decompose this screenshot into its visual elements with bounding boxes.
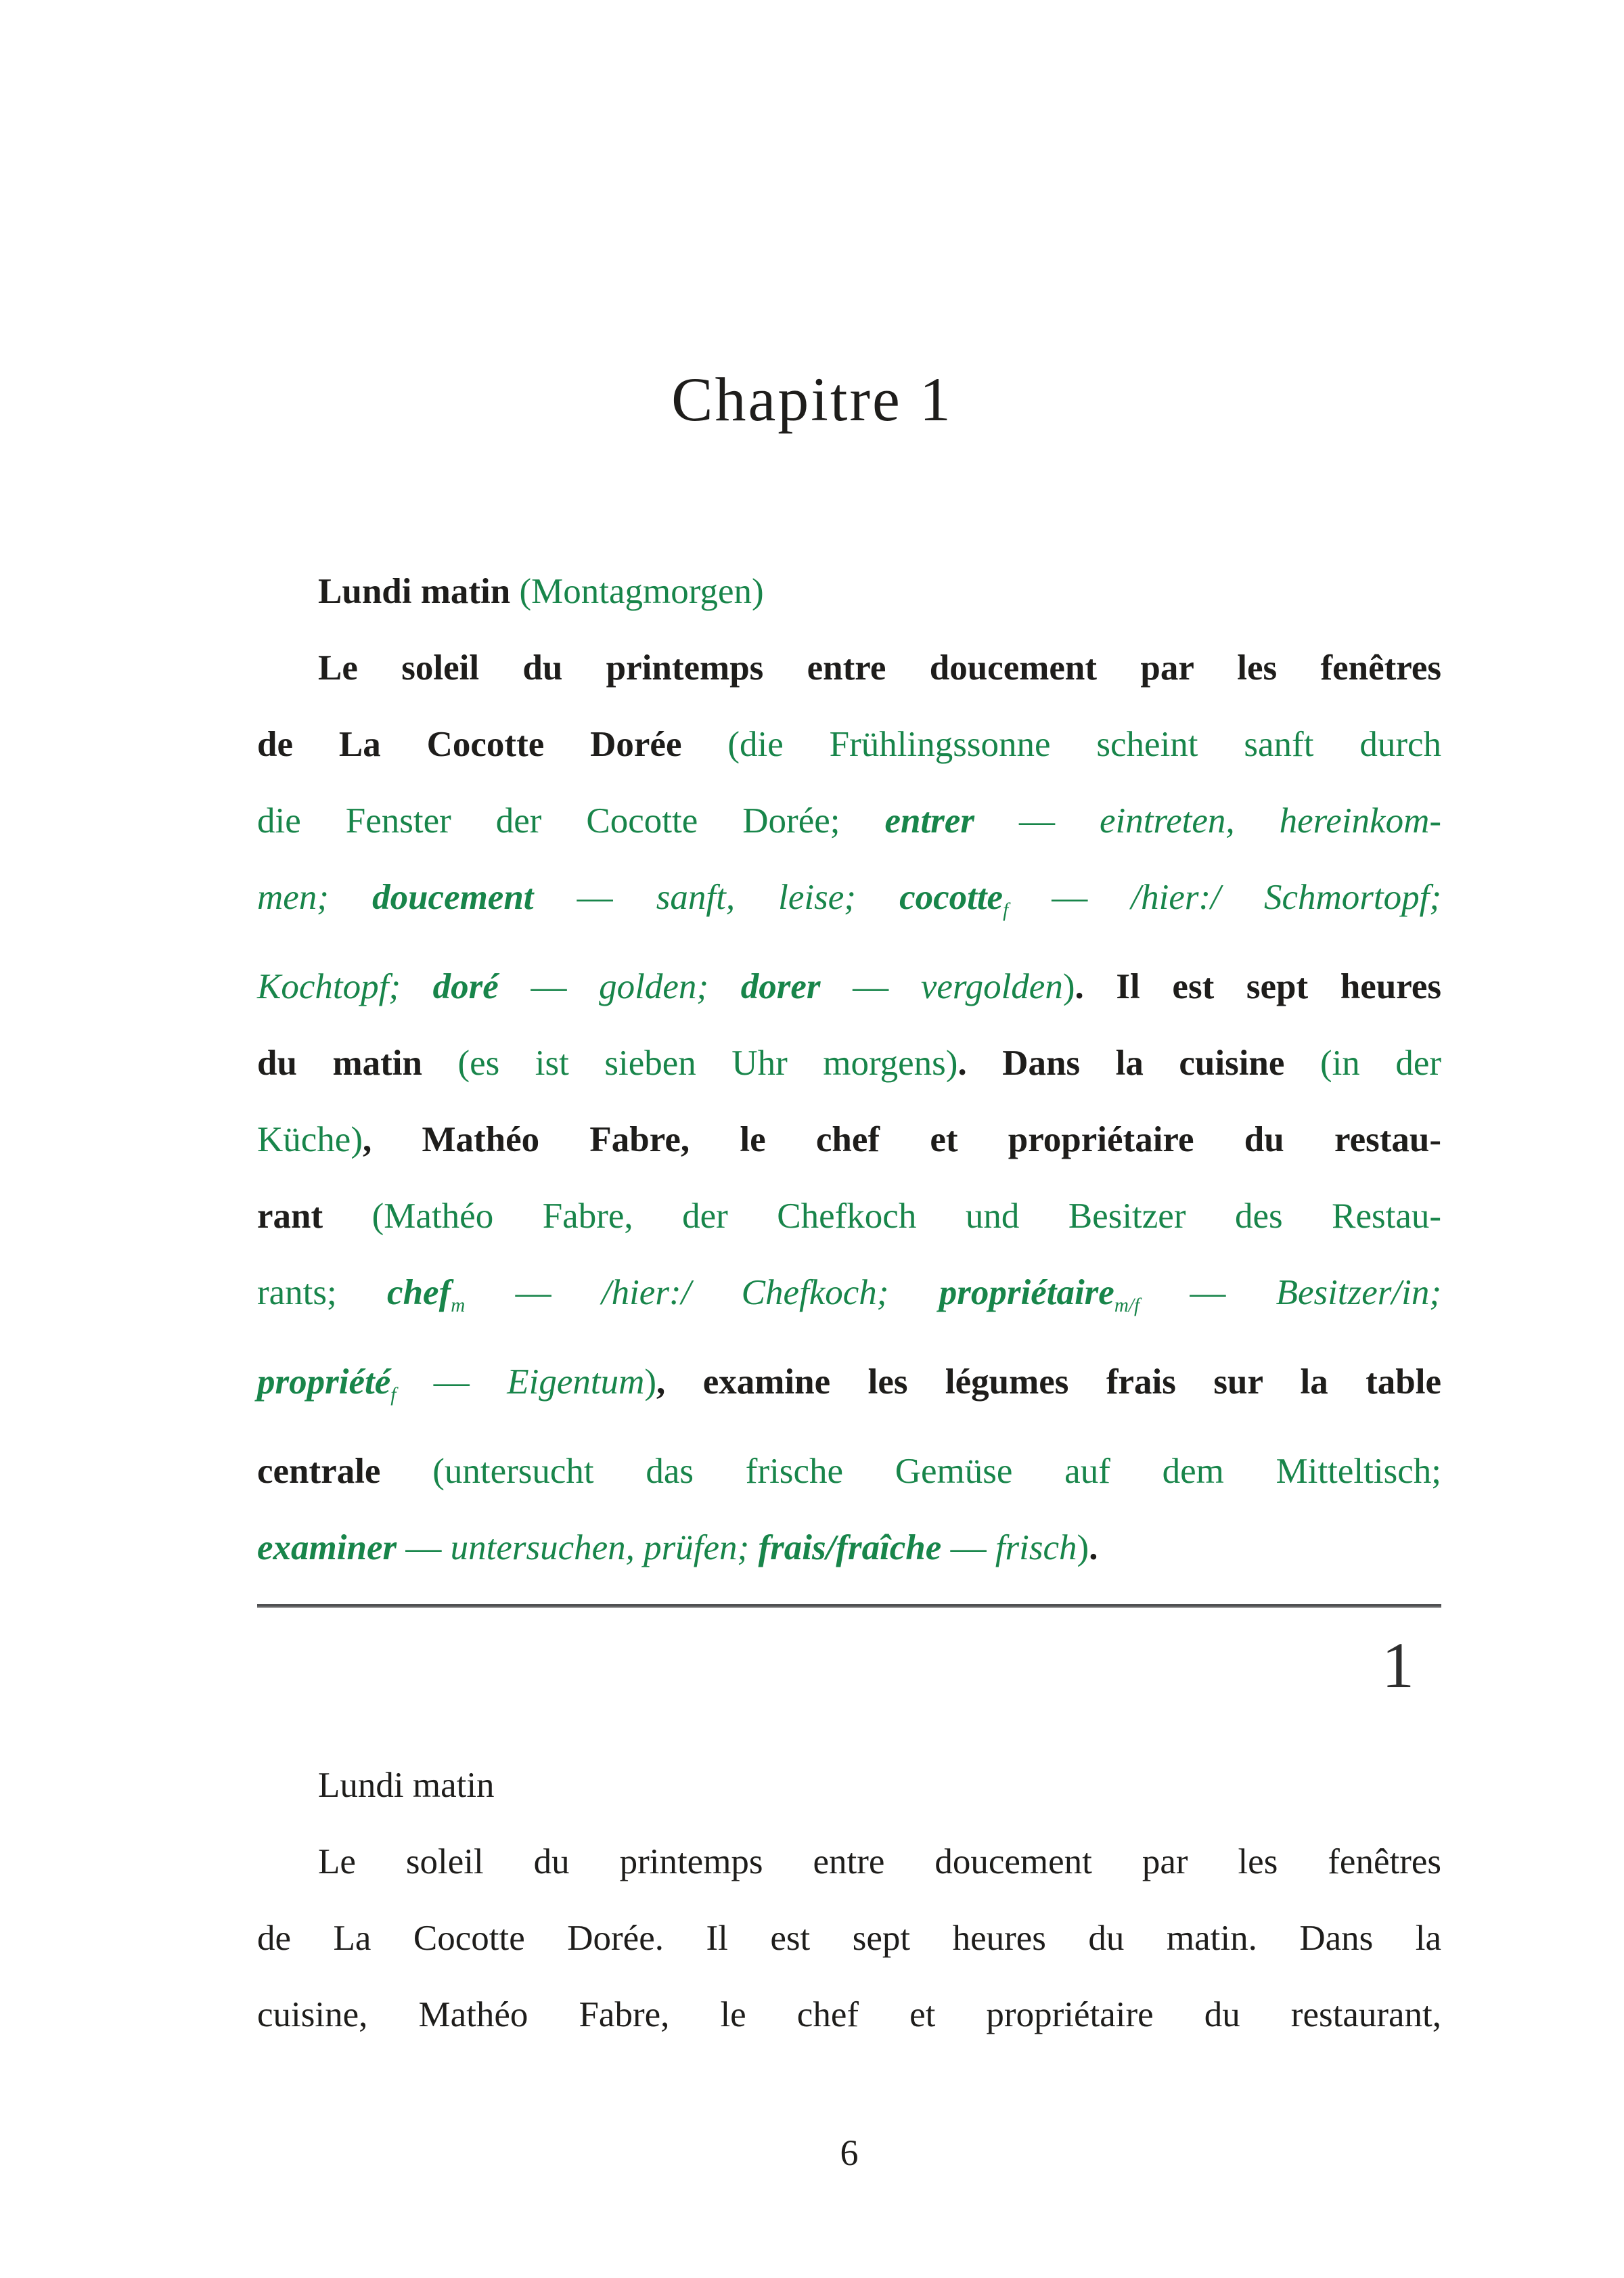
text-line bbox=[257, 949, 1441, 1025]
text-line bbox=[257, 1433, 1441, 1510]
text-segment: — bbox=[396, 1362, 508, 1402]
section-number: 1 bbox=[1382, 1629, 1414, 1702]
chapter-title: Chapitre 1 bbox=[671, 365, 953, 434]
text-segment: (in der bbox=[1320, 1044, 1441, 1084]
text-segment: propriété bbox=[257, 1362, 391, 1402]
text-segment: de La Cocotte Dorée bbox=[257, 725, 728, 764]
text-segment: (untersucht das frische Gemüse auf dem Mitteltisch; bbox=[432, 1452, 1441, 1492]
text-segment: f bbox=[390, 1384, 397, 1406]
text-line bbox=[257, 1255, 1441, 1344]
text-segment: dorer bbox=[740, 967, 821, 1007]
text-segment: ) bbox=[1062, 967, 1075, 1007]
text-segment: Besitzer/in; bbox=[1276, 1273, 1442, 1313]
page-number: 6 bbox=[840, 2132, 859, 2174]
text-segment: frisch bbox=[995, 1528, 1077, 1568]
text-segment: — bbox=[397, 1528, 451, 1568]
glossary-paragraph bbox=[257, 554, 1441, 1586]
text-segment: Lundi matin bbox=[318, 572, 520, 611]
text-segment: f bbox=[1003, 899, 1009, 922]
text-segment: ) bbox=[1077, 1528, 1089, 1568]
plain-paragraph bbox=[257, 1747, 1441, 2053]
text-segment: vergolden bbox=[920, 967, 1063, 1007]
text-segment: — bbox=[533, 878, 656, 917]
text-segment: men; bbox=[257, 878, 373, 917]
text-segment: . bbox=[1089, 1528, 1098, 1568]
text-segment: . Il est sept heures bbox=[1075, 967, 1442, 1007]
text-segment: doré bbox=[432, 967, 499, 1007]
text-segment: chef bbox=[387, 1273, 451, 1313]
text-line bbox=[257, 707, 1441, 783]
text-segment: golden; bbox=[599, 967, 741, 1007]
text-segment: Küche) bbox=[257, 1120, 363, 1160]
text-segment: ) bbox=[644, 1362, 657, 1402]
text-segment: — bbox=[498, 967, 600, 1007]
text-segment: m bbox=[451, 1295, 466, 1317]
text-segment: cuisine, Mathéo Fabre, le chef et propriétaire du restaurant, bbox=[257, 1995, 1441, 2035]
text-segment: Lundi matin bbox=[318, 1766, 495, 1806]
text-segment: untersuchen, prüfen; bbox=[450, 1528, 759, 1568]
text-segment: . Dans la cuisine bbox=[957, 1044, 1320, 1084]
text-line bbox=[257, 1344, 1441, 1433]
text-segment: Eigentum bbox=[507, 1362, 645, 1402]
text-segment: propriétaire bbox=[939, 1273, 1114, 1313]
text-segment: cocotte bbox=[899, 878, 1003, 917]
text-segment: — bbox=[941, 1528, 995, 1568]
text-segment: — bbox=[1008, 878, 1131, 917]
text-segment: rants; bbox=[257, 1273, 388, 1313]
text-line bbox=[257, 1178, 1441, 1255]
text-segment: die Fenster der Cocotte Dorée; bbox=[257, 801, 885, 841]
text-segment: — bbox=[974, 801, 1100, 841]
text-line bbox=[257, 554, 1441, 630]
text-line bbox=[257, 1025, 1441, 1102]
text-segment: doucement bbox=[372, 878, 534, 917]
text-line bbox=[257, 630, 1441, 707]
text-line bbox=[257, 1977, 1441, 2053]
text-line bbox=[257, 859, 1441, 949]
text-segment: entrer bbox=[884, 801, 974, 841]
text-segment: examiner bbox=[257, 1528, 397, 1568]
text-segment: Le soleil du printemps entre doucement par les fenêtres bbox=[318, 648, 1441, 688]
text-segment: sanft, leise; bbox=[656, 878, 900, 917]
text-segment: rant bbox=[257, 1197, 372, 1236]
text-segment: (Mathéo Fabre, der Chefkoch und Besitzer des Restau- bbox=[371, 1197, 1442, 1236]
text-segment: du matin bbox=[257, 1044, 458, 1084]
text-segment: — bbox=[1140, 1273, 1276, 1313]
text-segment: (es ist sieben Uhr morgens) bbox=[457, 1044, 958, 1084]
text-segment: , examine les légumes frais sur la table bbox=[656, 1362, 1442, 1402]
section-divider bbox=[257, 1604, 1441, 1608]
text-line bbox=[257, 1900, 1441, 1977]
text-segment: de La Cocotte Dorée. Il est sept heures du matin. Dans la bbox=[257, 1919, 1441, 1959]
text-segment: centrale bbox=[257, 1452, 433, 1492]
text-segment: Kochtopf; bbox=[257, 967, 433, 1007]
text-column bbox=[257, 554, 1441, 2176]
text-segment: (Montagmorgen) bbox=[519, 572, 764, 611]
text-segment: — bbox=[820, 967, 921, 1007]
text-segment: m/f bbox=[1114, 1295, 1140, 1317]
text-line bbox=[257, 783, 1441, 859]
text-line bbox=[257, 1510, 1441, 1586]
text-segment: Le soleil du printemps entre doucement par les fenêtres bbox=[318, 1842, 1441, 1882]
text-segment: /hier:/ Chefkoch; bbox=[601, 1273, 939, 1313]
text-line bbox=[257, 1824, 1441, 1900]
text-line bbox=[257, 1102, 1441, 1178]
text-segment: , Mathéo Fabre, le chef et propriétaire du restau- bbox=[362, 1120, 1441, 1160]
text-segment: eintreten, hereinkom- bbox=[1099, 801, 1441, 841]
text-segment: /hier:/ Schmortopf; bbox=[1131, 878, 1442, 917]
text-segment: frais/fraîche bbox=[758, 1528, 942, 1568]
text-segment: — bbox=[465, 1273, 602, 1313]
text-line bbox=[257, 1747, 1441, 1824]
text-segment: (die Frühlingssonne scheint sanft durch bbox=[727, 725, 1441, 764]
